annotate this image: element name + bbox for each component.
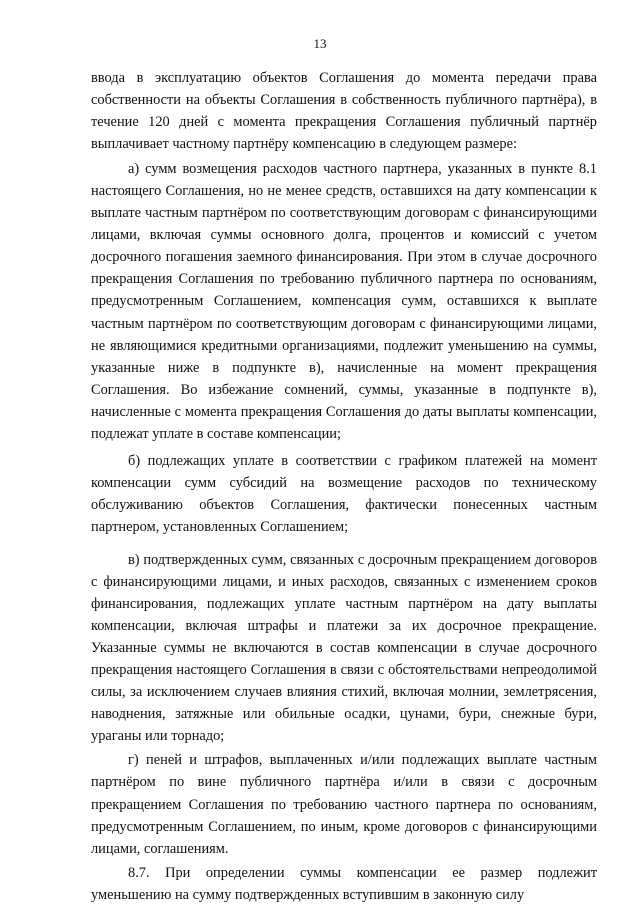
page-number: 13 (313, 36, 327, 51)
paragraph-item-a: а) сумм возмещения расходов частного партнера, указанных в пункте 8.1 настоящего Соглашения, но не менее средств, оставшихся на дату компенсации к выплате частным партнёром по соответствующим договорам с финансирующими лицами, включая суммы основного долга, процентов и комиссий с учетом досрочного погашения заемного финансирования. При этом в случае досрочного прекращения Соглашения по требованию публичного партнера по основаниям, предусмотренным Соглашением, компенсация сумм, оставшихся к выплате частным партнёром по соответствующим договорам с финансирующими лицами, не являющимися кредитными организациями, подлежит уменьшению на суммы, указанные ниже в подпункте в), начисленные на момент прекращения Соглашения. Во избежание сомнений, суммы, указанные в подпункте в), начисленные с момента прекращения Соглашения до даты выплаты компенсации, подлежат уплате в составе компенсации; (91, 161, 597, 442)
paragraph-item-b: б) подлежащих уплате в соответствии с графиком платежей на момент компенсации сумм субсидий на возмещение расходов по техническому обслуживанию объектов Соглашения, фактически понесенных частным партнером, установленных Соглашением; (91, 452, 597, 535)
paragraph-intro: ввода в эксплуатацию объектов Соглашения до момента передачи права собственности на объекты Соглашения в собственность публичного партнёра), в течение 120 дней с момента прекращения Соглашения публичный партнёр выплачивает частному партнёру компенсацию в следующем размере: (91, 70, 597, 153)
paragraph-item-g: г) пеней и штрафов, выплаченных и/или подлежащих выплате частным партнёром по вине публичного партнёра и/или в связи с досрочным прекращением Соглашения по требованию частного партнера по основаниям, предусмотренным Соглашением, по иным, кроме договоров с финансирующими лицами, соглашениям. (91, 752, 597, 857)
document-body (91, 67, 597, 906)
paragraph-item-v: в) подтвержденных сумм, связанных с досрочным прекращением договоров с финансирующими лицами, и иных расходов, связанных с изменением сроков финансирования, подлежащих уплате частным партнёром на дату выплаты компенсации, включая штрафы и платежи за их досрочное прекращение. Указанные суммы не включаются в состав компенсации в случае досрочного прекращения настоящего Соглашения в связи с обстоятельствами непреодолимой силы, за исключением случаев влияния стихий, включая молнии, землетрясения, наводнения, затяжные или обильные осадки, цунами, бури, снежные бури, ураганы или торнадо; (91, 551, 597, 745)
paragraph-clause-8-7: 8.7. При определении суммы компенсации ее размер подлежит уменьшению на сумму подтвержденных вступившим в законную силу (91, 864, 597, 903)
